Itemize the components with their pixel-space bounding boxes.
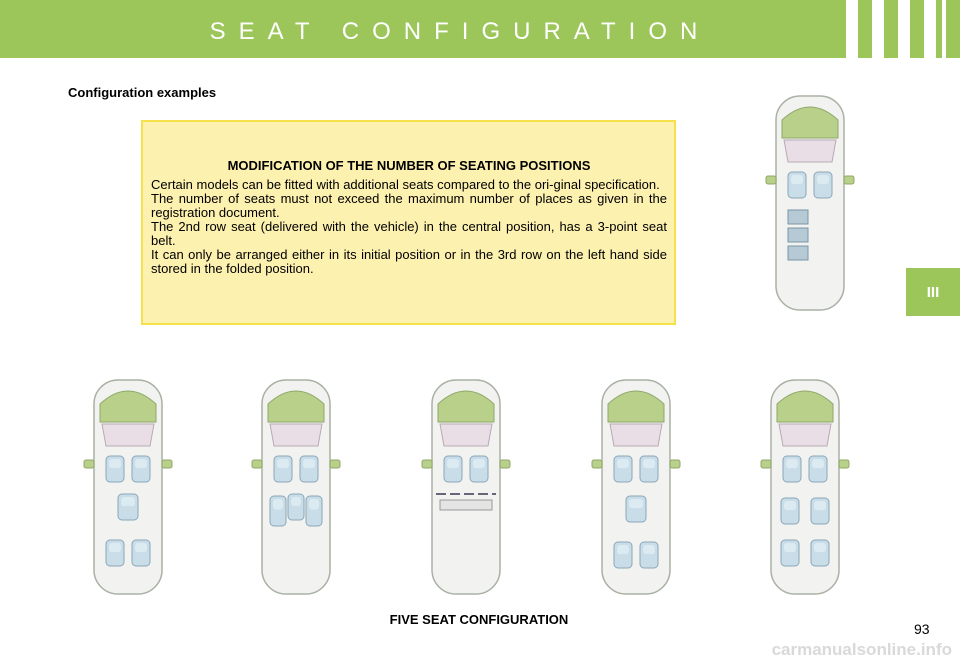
header-stripe: [846, 0, 858, 58]
header-stripe: [898, 0, 910, 58]
page-title: SEAT CONFIGURATION: [209, 18, 711, 45]
figure-caption: FIVE SEAT CONFIGURATION: [389, 612, 569, 627]
page-number: 93: [914, 621, 930, 637]
notice-paragraph: The 2nd row seat (delivered with the vehicle) in the central position, has a 3-point seat belt.: [151, 219, 667, 248]
header-stripe: [872, 0, 884, 58]
header-bar: [0, 0, 960, 58]
car-seating-diagram-full-bench: [246, 376, 346, 603]
section-label: Configuration examples: [68, 85, 217, 100]
car-illustration: [78, 376, 178, 598]
car-illustration: [416, 376, 516, 598]
notice-paragraph: It can only be arranged either in its initial position or in the 3rd row on the left hand side stored in the folded position.: [151, 247, 667, 276]
car-seating-diagram-middle-2-rear: [416, 376, 516, 603]
car-illustration: [586, 376, 686, 598]
car-illustration: [755, 376, 855, 598]
chapter-tab: III: [906, 268, 960, 316]
car-illustration: [246, 376, 346, 598]
notice-title: MODIFICATION OF THE NUMBER OF SEATING POSITIONS: [227, 158, 591, 173]
header-stripe: [942, 0, 946, 58]
notice-box: [141, 120, 676, 325]
car-seating-diagram-outer-2-rear: [586, 376, 686, 603]
car-illustration: [760, 92, 860, 314]
car-seating-diagram-folded-rear: [760, 92, 860, 319]
header-stripe: [924, 0, 936, 58]
car-seating-diagram-outer-2-fold: [755, 376, 855, 603]
car-seating-diagram-middle-seat: [78, 376, 178, 603]
notice-paragraph: The number of seats must not exceed the maximum number of places as given in the registration document.: [151, 191, 667, 220]
notice-paragraph: Certain models can be fitted with additional seats compared to the ori-ginal specification.: [151, 177, 660, 192]
watermark: carmanualsonline.info: [771, 640, 952, 659]
